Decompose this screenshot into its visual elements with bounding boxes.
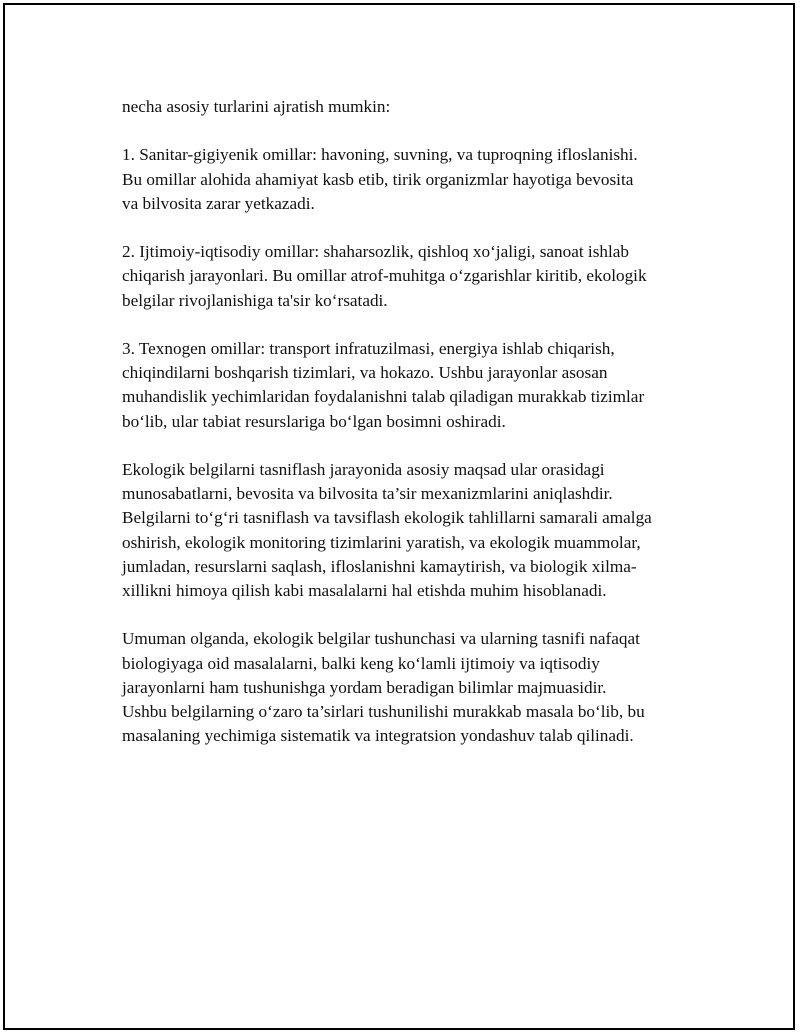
text-line: bo‘lib, ular tabiat resurslariga bo‘lgan bosimni oshiradi. — [122, 411, 506, 431]
text-line: Bu omillar alohida ahamiyat kasb etib, tirik organizmlar hayotiga bevosita — [122, 169, 634, 189]
text-line: Ushbu belgilarning o‘zaro ta’sirlari tushunilishi murakkab masala bo‘lib, bu — [122, 702, 645, 721]
text-line: jarayonlarni ham tushunishga yordam beradigan bilimlar majmuasidir. — [122, 677, 607, 697]
text-line: belgilar rivojlanishiga ta'sir ko‘rsatadi. — [122, 290, 388, 310]
text-line: biologiyaga oid masalalarni, balki keng ko‘lamli ijtimoiy va iqtisodiy — [122, 653, 600, 673]
text-line: Ekologik belgilarni tasniflash jarayonida asosiy maqsad ular orasidagi — [122, 459, 605, 479]
text-line: 3. Texnogen omillar: transport infratuzilmasi, energiya ishlab chiqarish, — [122, 338, 615, 358]
text-line: necha asosiy turlarini ajratish mumkin: — [122, 97, 391, 116]
paragraph-classification-goal — [122, 458, 692, 603]
text-line: masalaning yechimiga sistematik va integratsion yondashuv talab qilinadi. — [122, 726, 634, 746]
text-line: Belgilarni to‘g‘ri tasniflash va tavsiflash ekologik tahlillarni samarali amalga — [122, 508, 652, 528]
paragraph-technogenic-factors — [122, 337, 692, 434]
text-line: 2. Ijtimoiy-iqtisodiy omillar: shaharsozlik, qishloq xo‘jaligi, sanoat ishlab — [122, 242, 629, 262]
text-line: chiqindilarni boshqarish tizimlari, va hokazo. Ushbu jarayonlar asosan — [122, 363, 608, 383]
paragraph-intro — [122, 95, 692, 119]
text-line: xillikni himoya qilish kabi masalalarni hal etishda muhim hisoblanadi. — [122, 581, 607, 600]
paragraph-socioeconomic-factors — [122, 240, 692, 313]
document-body — [122, 95, 692, 773]
text-line: va bilvosita zarar yetkazadi. — [122, 193, 315, 213]
text-line: Umuman olganda, ekologik belgilar tushunchasi va ularning tasnifi nafaqat — [122, 629, 640, 649]
text-line: oshirish, ekologik monitoring tizimlarini yaratish, va ekologik muammolar, — [122, 532, 641, 552]
text-line: chiqarish jarayonlari. Bu omillar atrof-muhitga o‘zgarishlar kiritib, ekologik — [122, 266, 647, 286]
text-line: jumladan, resurslarni saqlash, ifloslanishni kamaytirish, va biologik xilma- — [122, 556, 637, 576]
text-line: 1. Sanitar-gigiyenik omillar: havoning, suvning, va tuproqning ifloslanishi. — [122, 145, 638, 165]
paragraph-conclusion — [122, 627, 692, 748]
page-frame — [3, 3, 795, 1030]
text-line: munosabatlarni, bevosita va bilvosita ta’sir mexanizmlarini aniqlashdir. — [122, 484, 613, 504]
text-line: muhandislik yechimlaridan foydalanishni talab qiladigan murakkab tizimlar — [122, 387, 645, 407]
paragraph-sanitary-factors — [122, 143, 692, 216]
